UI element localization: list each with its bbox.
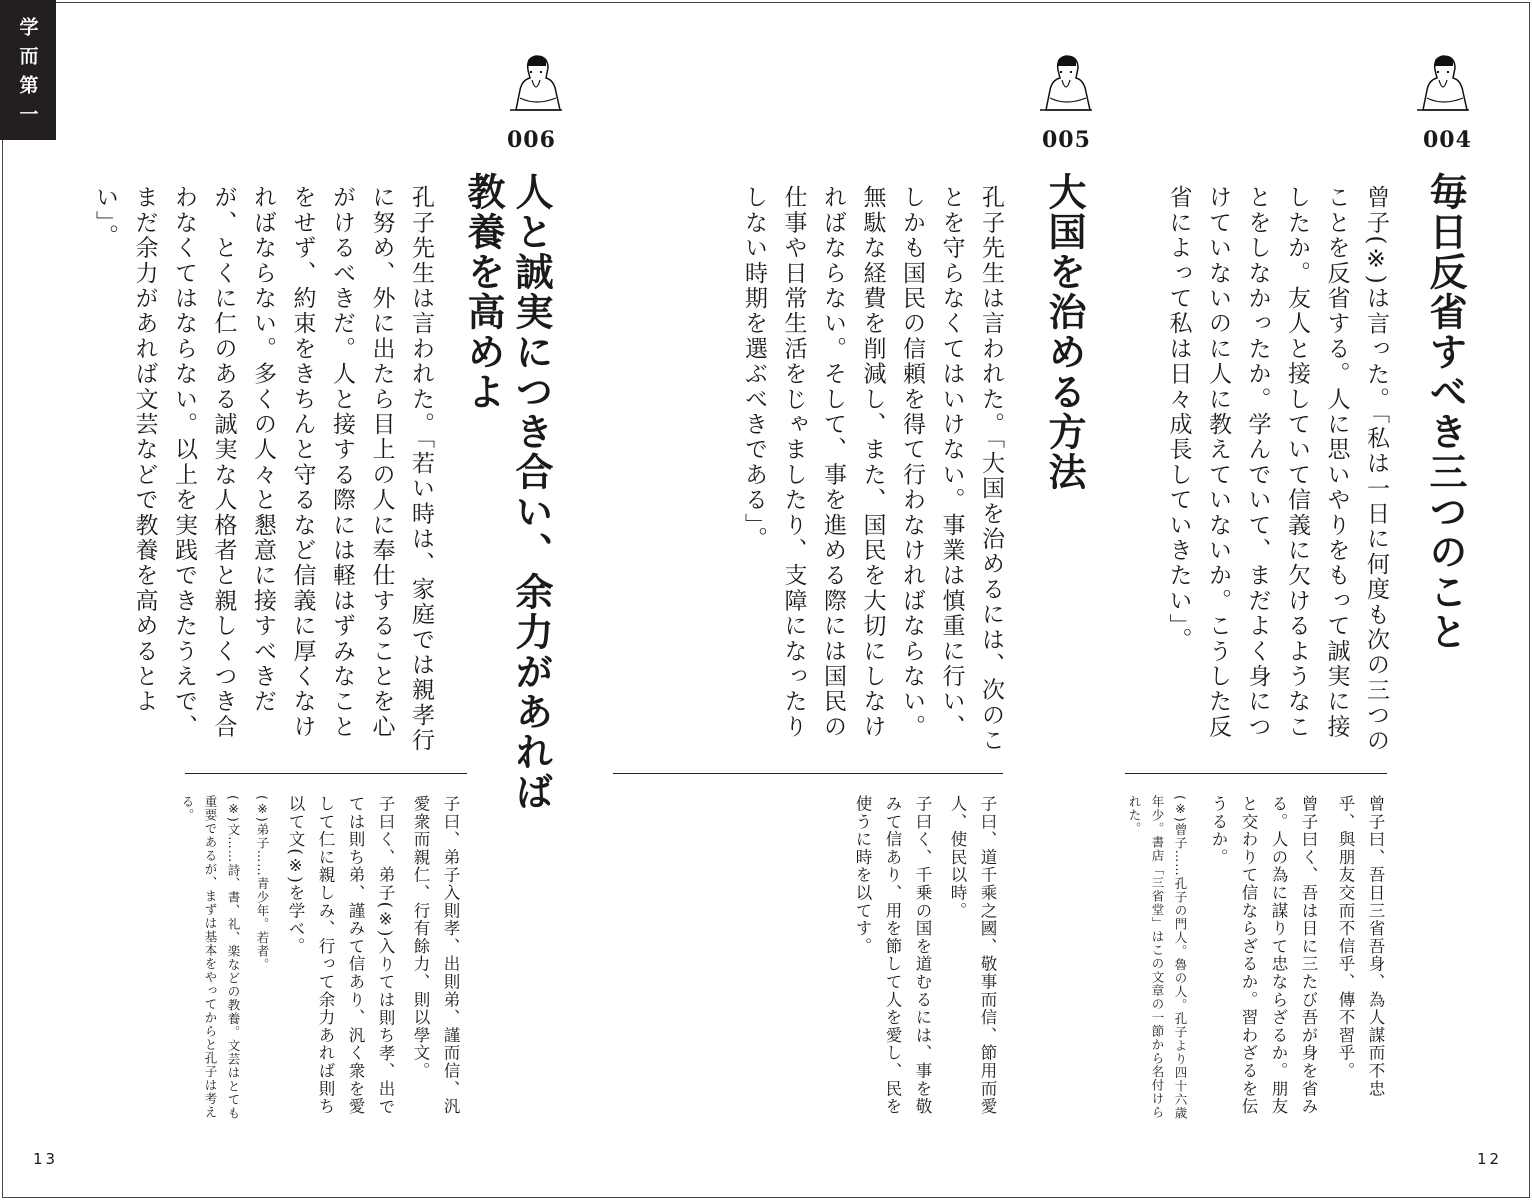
divider: [1125, 773, 1387, 774]
divider: [613, 773, 1003, 774]
section-title: 人と誠実につき合い、余力があれば教養を高めよ: [461, 172, 554, 812]
section-title: 毎日反省すべき三つのこと: [1423, 172, 1468, 652]
footnote: (※)曾子……孔子の門人。魯の人。孔子より四十六歳年少。書店「三省堂」はこの文章の一節から名付けられた。: [1127, 795, 1188, 1120]
confucius-portrait-icon: [506, 50, 564, 112]
reading-text: 子曰く、千乗の国を道むるには、事を敬みて信あり、用を節して人を愛し、民を使うに時を以てす。: [853, 795, 932, 1116]
confucius-portrait-icon: [1036, 50, 1094, 112]
original-text: 子曰、道千乘之國、敬事而信、節用而愛人、使民以時。: [948, 795, 997, 1116]
section-body: 孔子先生は言われた。「若い時は、家庭では親孝行に努め、外に出たら目上の人に奉仕することを心がけるべきだ。人と接する際には軽はずみなことをせず、約束をきちんと守るなど信義に厚くなければならない。多くの人々と懇意に接すべきだが、とくに仁のある誠実な人格者と親しくつき合わなくてはならない。以上を実践できたうえで、まだ余力があれば文芸などで教養を高めるとよい」。: [92, 185, 434, 754]
reading-text: 子曰く、弟子(※)入りては則ち孝、出でては則ち弟、謹みて信あり、汎く衆を愛して仁に親しみ、行って余力あれば則ち以て文(※)を学べ。: [286, 795, 395, 1116]
original-text: 子曰、弟子入則孝、出則弟、謹而信、汎愛衆而親仁、行有餘力、則以學文。: [411, 795, 460, 1116]
section-title: 大国を治める方法: [1042, 172, 1087, 492]
page-number-left: 13: [33, 1150, 59, 1168]
chapter-tab: 学而第一: [0, 0, 56, 140]
page-number-right: 12: [1477, 1150, 1503, 1168]
section-body: 曾子(※)は言った。「私は一日に何度も次の三つのことを反省する。人に思いやりをもって誠実に接したか。友人と接していて信義に欠けるようなことをしなかったか。学んでいて、まだよく身につけていないのに人に教えていないか。こうした反省によって私は日々成長していきたい」。: [1165, 185, 1389, 754]
original-text: 曾子曰、吾日三省吾身、為人謀而不忠乎、與朋友交而不信乎、傳不習乎。: [1336, 795, 1385, 1098]
divider: [185, 773, 467, 774]
section-number: 005: [1042, 127, 1091, 153]
footnote: (※)文……詩、書、礼、楽などの教養。文芸はとても重要であるが、まずは基本をやってからと孔子は考える。: [180, 795, 241, 1120]
section-number: 004: [1423, 127, 1472, 153]
confucius-portrait-icon: [1413, 50, 1471, 112]
section-body: 孔子先生は言われた。「大国を治めるには、次のことを守らなくてはいけない。事業は慎重に行い、しかも国民の信頼を得て行わなければならない。無駄な経費を削減し、また、国民を大切にしなければならない。そして、事を進める際には国民の仕事や日常生活をじゃましたり、支障になったりしない時期を選ぶべきである」。: [741, 185, 1004, 754]
footnote: (※)弟子……青少年。若者。: [255, 795, 270, 972]
reading-text: 曾子曰く、吾は日に三たび吾が身を省みる。人の為に謀りて忠ならざるか。朋友と交わりて信ならざるか。習わざるを伝うるか。: [1209, 795, 1318, 1116]
section-number: 006: [507, 127, 556, 153]
